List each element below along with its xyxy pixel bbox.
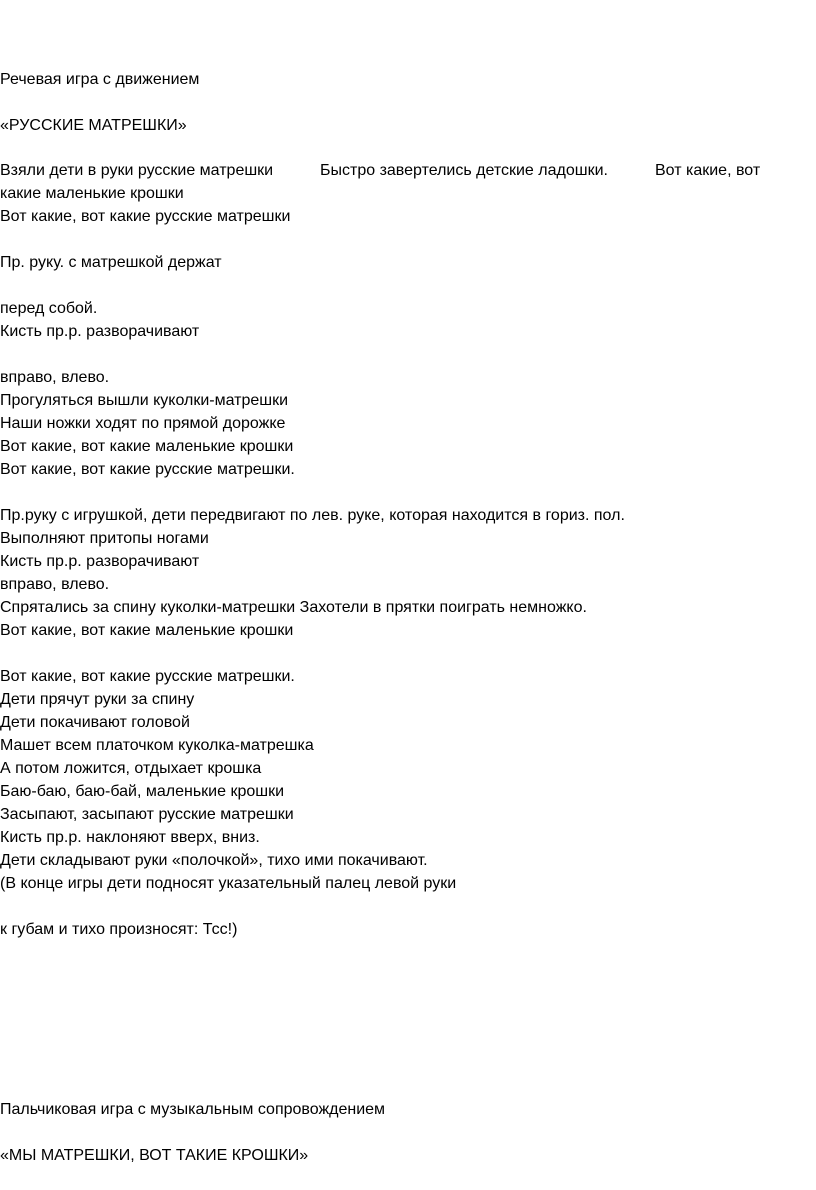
verse3-line3: Дети покачивают головой — [0, 714, 190, 731]
instr1-line4: вправо, влево. — [0, 369, 110, 386]
verse2-line3: Вот какие, вот какие маленькие крошки — [0, 438, 294, 455]
verse3-line6: Баю-баю, баю-бай, маленькие крошки — [0, 783, 285, 800]
verse3-line5: А потом ложится, отдыхает крошка — [0, 760, 262, 777]
instr1-line1: Пр. руку. с матрешкой держат — [0, 254, 222, 271]
verse3-line2: Дети прячут руки за спину — [0, 691, 195, 708]
verse1-line3: Вот какие, вот какие русские матрешки — [0, 208, 291, 225]
verse3-line4: Машет всем платочком куколка-матрешка — [0, 737, 314, 754]
instr2-line4: вправо, влево. — [0, 576, 110, 593]
instr2-line2: Выполняют притопы ногами — [0, 530, 209, 547]
verse3-line10: (В конце игры дети подносят указательный палец левой руки — [0, 875, 457, 892]
verse3-line1: Вот какие, вот какие русские матрешки. — [0, 668, 295, 685]
section2-heading: Пальчиковая игра с музыкальным сопровождением — [0, 1101, 386, 1118]
instr2-line5: Спрятались за спину куколки-матрешки Захотели в прятки поиграть немножко. — [0, 599, 587, 616]
verse3-line9: Дети складывают руки «полочкой», тихо ими покачивают. — [0, 852, 428, 869]
instr2-line1: Пр.руку с игрушкой, дети передвигают по лев. руке, которая находится в гориз. пол. — [0, 507, 625, 524]
verse2-line4: Вот какие, вот какие русские матрешки. — [0, 461, 295, 478]
verse3-line7: Засыпают, засыпают русские матрешки — [0, 806, 294, 823]
verse1-row — [0, 160, 816, 182]
section2-title: «МЫ МАТРЕШКИ, ВОТ ТАКИЕ КРОШКИ» — [0, 1147, 309, 1164]
instr2-line6: Вот какие, вот какие маленькие крошки — [0, 622, 294, 639]
section1-ending: к губам и тихо произносят: Тсс!) — [0, 921, 238, 938]
instr2-line3: Кисть пр.р. разворачивают — [0, 553, 200, 570]
section1-heading: Речевая игра с движением — [0, 71, 200, 88]
verse1-col3: Вот какие, вот — [655, 162, 761, 179]
instr1-line2: перед собой. — [0, 300, 98, 317]
verse1-cont: какие маленькие крошки — [0, 185, 184, 202]
verse1-col1: Взяли дети в руки русские матрешки — [0, 162, 274, 179]
verse3-line8: Кисть пр.р. наклоняют вверх, вниз. — [0, 829, 260, 846]
section1-title: «РУССКИЕ МАТРЕШКИ» — [0, 117, 187, 134]
instr1-line3: Кисть пр.р. разворачивают — [0, 323, 200, 340]
verse2-line1: Прогуляться вышли куколки-матрешки — [0, 392, 289, 409]
verse2-line2: Наши ножки ходят по прямой дорожке — [0, 415, 286, 432]
verse1-col2: Быстро завертелись детские ладошки. — [320, 162, 608, 179]
